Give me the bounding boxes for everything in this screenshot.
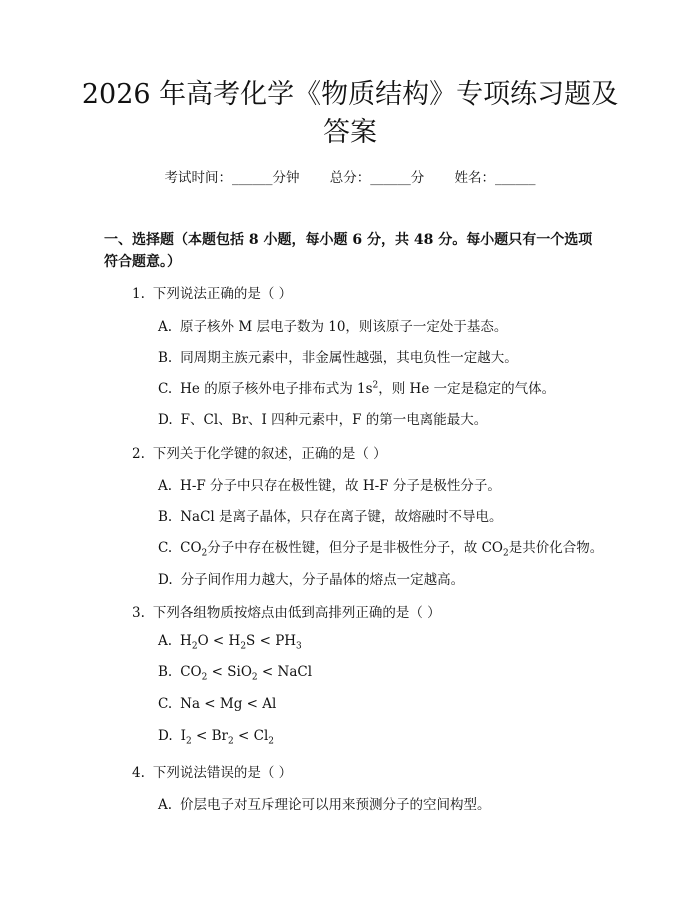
subscript: 2 — [502, 548, 509, 559]
q3-option-d — [158, 728, 275, 747]
question-number: 1. — [132, 286, 145, 302]
subscript: 2 — [185, 736, 192, 747]
option-text: F、Cl、Br、I 四种元素中，F 的第一电离能最大。 — [180, 412, 488, 428]
subscript: 3 — [296, 641, 302, 652]
formula-part: CO — [180, 540, 202, 556]
q1-option-b — [158, 346, 518, 366]
q4-option-a — [158, 793, 491, 813]
document-title — [70, 76, 630, 152]
option-letter: C. — [158, 540, 173, 556]
option-text: 原子核外 M 层电子数为 10，则该原子一定处于基态。 — [180, 319, 508, 335]
exam-info-row — [70, 166, 630, 186]
question-number: 2. — [132, 446, 145, 462]
formula-part: 是共价化合物。 — [508, 540, 604, 556]
option-letter: A. — [158, 478, 173, 494]
formula-part: < Cl — [233, 728, 269, 744]
subscript: 2 — [240, 641, 247, 652]
option-letter: D. — [158, 572, 173, 588]
exam-time-field: 考试时间：______分钟 — [164, 170, 300, 186]
formula-part: I — [180, 728, 186, 744]
question-3 — [132, 601, 441, 621]
q3-option-a — [158, 633, 302, 652]
option-letter: C. — [158, 381, 173, 397]
question-stem: 下列说法错误的是（ ） — [152, 765, 293, 781]
q2-option-b — [158, 505, 503, 525]
question-4 — [132, 761, 292, 781]
formula-part: < Br — [191, 728, 228, 744]
option-text: 分子间作用力越大，分子晶体的熔点一定越高。 — [180, 572, 465, 588]
q2-option-a — [158, 474, 501, 494]
option-letter: C. — [158, 696, 173, 712]
option-text: 价层电子对互斥理论可以用来预测分子的空间构型。 — [180, 797, 491, 813]
formula-part: < NaCl — [257, 664, 313, 680]
subscript: 2 — [251, 672, 258, 683]
option-letter: B. — [158, 350, 173, 366]
formula-part: CO — [180, 664, 202, 680]
formula-part: 分子中存在极性键，但分子是非极性分子，故 CO — [207, 540, 503, 556]
formula-part: O < H — [197, 633, 241, 649]
question-stem: 下列说法正确的是（ ） — [152, 286, 293, 302]
q1-option-a — [158, 315, 507, 335]
option-text-post: ，则 He 一定是稳定的气体。 — [378, 381, 556, 397]
q1-option-c — [158, 377, 555, 397]
formula-part: S < PH — [246, 633, 297, 649]
q2-option-c — [158, 536, 604, 559]
superscript: 2 — [372, 380, 379, 391]
question-stem: 下列各组物质按熔点由低到高排列正确的是（ ） — [152, 605, 441, 621]
title-line-2: 答案 — [323, 117, 377, 148]
formula-part: < SiO — [207, 664, 252, 680]
q2-option-d — [158, 568, 464, 588]
formula-part: H — [180, 633, 192, 649]
q1-option-d — [158, 408, 487, 428]
question-1 — [132, 282, 292, 302]
section-heading: 一、选择题（本题包括 8 小题，每小题 6 分，共 48 分。每小题只有一个选项符合题意。） — [104, 232, 593, 270]
option-text: H-F 分子中只存在极性键，故 H-F 分子是极性分子。 — [180, 478, 501, 494]
subscript: 2 — [201, 672, 208, 683]
option-text: NaCl 是离子晶体，只存在离子键，故熔融时不导电。 — [180, 509, 503, 525]
question-number: 4. — [132, 765, 145, 781]
title-line-1: 2026 年高考化学《物质结构》专项练习题及 — [81, 79, 619, 110]
total-score-field: 总分：______分 — [329, 170, 425, 186]
option-letter: A. — [158, 633, 173, 649]
name-field: 姓名：______ — [454, 170, 536, 186]
subscript: 2 — [268, 736, 275, 747]
subscript: 2 — [228, 736, 234, 747]
option-letter: A. — [158, 797, 173, 813]
option-letter: D. — [158, 412, 173, 428]
option-letter: B. — [158, 509, 173, 525]
option-letter: B. — [158, 664, 173, 680]
subscript: 2 — [201, 548, 208, 559]
option-text-pre: He 的原子核外电子排布式为 1s — [180, 381, 373, 397]
question-2 — [132, 442, 387, 462]
q3-option-b — [158, 664, 313, 683]
option-letter: D. — [158, 728, 173, 744]
option-text: Na < Mg < Al — [180, 696, 277, 712]
subscript: 2 — [191, 641, 198, 652]
option-letter: A. — [158, 319, 173, 335]
question-number: 3. — [132, 605, 145, 621]
q3-option-c — [158, 696, 276, 712]
option-text: 同周期主族元素中，非金属性越强，其电负性一定越大。 — [180, 350, 518, 366]
question-stem: 下列关于化学键的叙述，正确的是（ ） — [152, 446, 387, 462]
